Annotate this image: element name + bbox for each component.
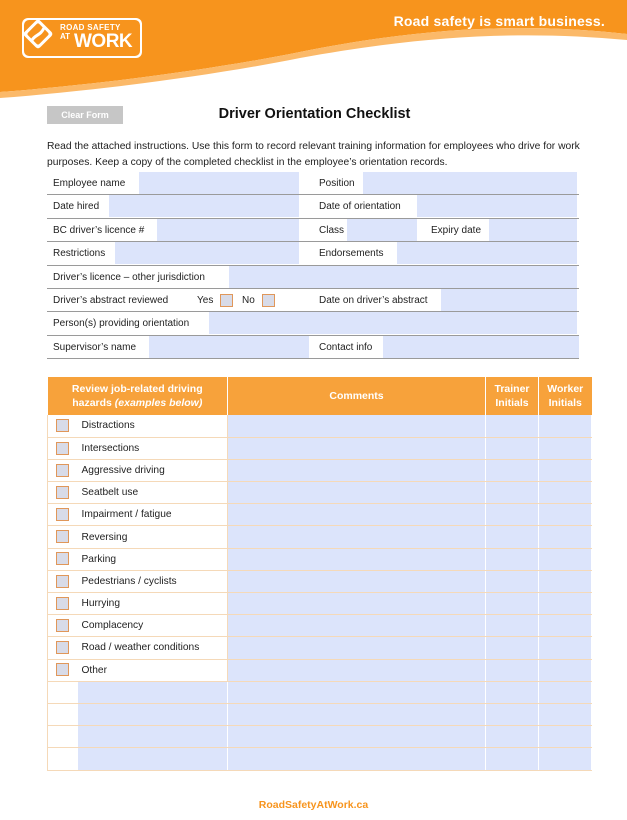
- hazard-name: Parking: [78, 548, 228, 570]
- hazard-checkbox[interactable]: [56, 641, 69, 654]
- tagline: Road safety is smart business.: [393, 13, 605, 29]
- comments-column-header: Comments: [228, 377, 486, 415]
- date-on-abstract-field[interactable]: [441, 289, 577, 311]
- row-checkbox-cell: [48, 659, 78, 681]
- footer-url: RoadSafetyAtWork.ca: [258, 799, 369, 811]
- trainer-initials-field[interactable]: [486, 504, 539, 526]
- position-field[interactable]: [363, 172, 577, 194]
- comments-field[interactable]: [228, 748, 486, 770]
- hazards-header-line2a: hazards: [72, 397, 112, 409]
- table-row: [48, 659, 592, 681]
- worker-initials-field[interactable]: [539, 748, 592, 770]
- endorsements-field[interactable]: [397, 242, 577, 264]
- hazard-checkbox[interactable]: [56, 419, 69, 432]
- row-checkbox-cell: [48, 748, 78, 770]
- expiry-date-label: Expiry date: [431, 224, 482, 236]
- hazard-checkbox[interactable]: [56, 508, 69, 521]
- comments-field[interactable]: [228, 526, 486, 548]
- trainer-initials-field[interactable]: [486, 415, 539, 437]
- no-checkbox[interactable]: [262, 294, 275, 307]
- trainer-initials-field[interactable]: [486, 726, 539, 748]
- trainer-header-line1: Trainer: [494, 383, 530, 395]
- trainer-header-line2: Initials: [495, 397, 529, 409]
- yes-label: Yes: [197, 294, 214, 306]
- table-row: [48, 415, 592, 437]
- page-title: Driver Orientation Checklist: [218, 106, 411, 122]
- worker-initials-field[interactable]: [539, 637, 592, 659]
- position-label: Position: [319, 178, 355, 189]
- comments-field[interactable]: [228, 726, 486, 748]
- hazard-checkbox[interactable]: [56, 575, 69, 588]
- date-hired-label: Date hired: [53, 201, 100, 213]
- form-row: [47, 219, 579, 242]
- yes-checkbox[interactable]: [220, 294, 233, 307]
- other-jurisdiction-field[interactable]: [229, 266, 577, 288]
- trainer-initials-header: [486, 377, 539, 415]
- supervisor-name-field[interactable]: [149, 336, 309, 358]
- persons-providing-field[interactable]: [209, 312, 577, 334]
- trainer-initials-field[interactable]: [486, 681, 539, 703]
- trainer-initials-field[interactable]: [486, 659, 539, 681]
- form-row: [47, 242, 579, 265]
- row-checkbox-cell: [48, 726, 78, 748]
- trainer-initials-field[interactable]: [486, 548, 539, 570]
- table-header-row: [48, 377, 592, 415]
- worker-initials-header: [539, 377, 592, 415]
- worker-initials-field[interactable]: [539, 548, 592, 570]
- hazards-table: [47, 377, 592, 771]
- persons-providing-label: Person(s) providing orientation: [53, 318, 190, 330]
- trainer-initials-field[interactable]: [486, 593, 539, 615]
- form-row: [47, 312, 579, 335]
- table-row: [48, 482, 592, 504]
- row-checkbox-cell: [48, 459, 78, 481]
- table-row: [48, 504, 592, 526]
- hazard-checkbox[interactable]: [56, 442, 69, 455]
- hazards-table-body: [48, 415, 592, 770]
- form-row: [47, 172, 579, 195]
- table-row: [48, 703, 592, 725]
- table-row: [48, 637, 592, 659]
- row-checkbox-cell: [48, 437, 78, 459]
- hazard-name: Road / weather conditions: [78, 637, 228, 659]
- contact-info-label: Contact info: [319, 341, 373, 353]
- worker-header-line1: Worker: [547, 383, 584, 395]
- row-checkbox-cell: [48, 482, 78, 504]
- row-checkbox-cell: [48, 570, 78, 592]
- table-row: [48, 615, 592, 637]
- other-jurisdiction-label: Driver’s licence – other jurisdiction: [53, 271, 205, 283]
- trainer-initials-field[interactable]: [486, 637, 539, 659]
- intro-text: Read the attached instructions. Use this form to record relevant training information for employees who drive for work purposes. Keep a copy of the completed checklist in the employee’s orientation records.: [47, 141, 580, 168]
- endorsements-label: Endorsements: [319, 248, 384, 260]
- date-of-orientation-field[interactable]: [417, 195, 577, 217]
- class-label: Class: [319, 224, 345, 236]
- table-row: [48, 681, 592, 703]
- comments-field[interactable]: [228, 548, 486, 570]
- worker-initials-field[interactable]: [539, 659, 592, 681]
- no-label: No: [242, 294, 255, 306]
- worker-initials-field[interactable]: [539, 437, 592, 459]
- hazard-checkbox[interactable]: [56, 530, 69, 543]
- worker-initials-field[interactable]: [539, 526, 592, 548]
- worker-initials-field[interactable]: [539, 570, 592, 592]
- row-checkbox-cell: [48, 415, 78, 437]
- hazard-name: Seatbelt use: [78, 482, 228, 504]
- contact-info-field[interactable]: [383, 336, 579, 358]
- hazard-name-field[interactable]: [78, 703, 228, 725]
- road-logo-icon: [24, 20, 54, 50]
- row-checkbox-cell: [48, 593, 78, 615]
- hazard-name: Other: [78, 659, 228, 681]
- comments-field[interactable]: [228, 703, 486, 725]
- date-hired-field[interactable]: [109, 195, 299, 217]
- logo-text-at: AT: [60, 32, 71, 41]
- row-checkbox-cell: [48, 615, 78, 637]
- hazards-column-header: [48, 377, 228, 415]
- hazard-name: Aggressive driving: [78, 459, 228, 481]
- row-checkbox-cell: [48, 703, 78, 725]
- comments-field[interactable]: [228, 637, 486, 659]
- hazard-checkbox[interactable]: [56, 597, 69, 610]
- trainer-initials-field[interactable]: [486, 703, 539, 725]
- supervisor-name-label: Supervisor’s name: [53, 341, 137, 353]
- trainer-initials-field[interactable]: [486, 482, 539, 504]
- worker-initials-field[interactable]: [539, 459, 592, 481]
- trainer-initials-field[interactable]: [486, 459, 539, 481]
- comments-field[interactable]: [228, 570, 486, 592]
- hazard-name-field[interactable]: [78, 681, 228, 703]
- hazard-checkbox[interactable]: [56, 486, 69, 499]
- class-field[interactable]: [347, 219, 417, 241]
- bc-licence-field[interactable]: [157, 219, 299, 241]
- hazards-header-line2b: (examples below): [114, 397, 203, 409]
- hazard-name: Reversing: [78, 526, 228, 548]
- trainer-initials-field[interactable]: [486, 437, 539, 459]
- form-row: [47, 289, 579, 312]
- comments-field[interactable]: [228, 593, 486, 615]
- hazard-name: Pedestrians / cyclists: [78, 570, 228, 592]
- table-row: [48, 726, 592, 748]
- employee-name-label: Employee name: [53, 178, 126, 189]
- road-safety-logo: [22, 18, 142, 58]
- row-checkbox-cell: [48, 637, 78, 659]
- comments-field[interactable]: [228, 459, 486, 481]
- table-row: [48, 548, 592, 570]
- trainer-initials-field[interactable]: [486, 615, 539, 637]
- employee-name-field[interactable]: [139, 172, 299, 194]
- hazard-name: Distractions: [78, 415, 228, 437]
- restrictions-field[interactable]: [115, 242, 299, 264]
- comments-field[interactable]: [228, 681, 486, 703]
- worker-initials-field[interactable]: [539, 726, 592, 748]
- bc-licence-label: BC driver’s licence #: [53, 224, 145, 236]
- restrictions-label: Restrictions: [53, 248, 106, 260]
- logo-text-road-safety: ROAD SAFETY: [60, 23, 121, 32]
- table-row: [48, 437, 592, 459]
- employee-info-form: [47, 172, 579, 359]
- hazard-checkbox[interactable]: [56, 552, 69, 565]
- form-row: [47, 195, 579, 218]
- row-checkbox-cell: [48, 526, 78, 548]
- trainer-initials-field[interactable]: [486, 570, 539, 592]
- trainer-initials-field[interactable]: [486, 748, 539, 770]
- comments-field[interactable]: [228, 615, 486, 637]
- hazard-checkbox[interactable]: [56, 619, 69, 632]
- worker-initials-field[interactable]: [539, 703, 592, 725]
- worker-initials-field[interactable]: [539, 504, 592, 526]
- abstract-reviewed-label: Driver’s abstract reviewed: [53, 294, 169, 306]
- table-row: [48, 459, 592, 481]
- hazard-name: Complacency: [78, 615, 228, 637]
- trainer-initials-field[interactable]: [486, 526, 539, 548]
- clear-form-button[interactable]: Clear Form: [47, 106, 123, 124]
- worker-initials-field[interactable]: [539, 415, 592, 437]
- date-on-abstract-label: Date on driver’s abstract: [319, 294, 428, 306]
- hazard-name: Intersections: [78, 437, 228, 459]
- hazard-name-field[interactable]: [78, 726, 228, 748]
- form-row: [47, 336, 579, 359]
- row-checkbox-cell: [48, 681, 78, 703]
- table-row: [48, 526, 592, 548]
- header-banner: [0, 0, 627, 100]
- table-row: [48, 748, 592, 770]
- hazard-checkbox[interactable]: [56, 663, 69, 676]
- date-of-orientation-label: Date of orientation: [319, 201, 401, 213]
- hazard-checkbox[interactable]: [56, 464, 69, 477]
- comments-field[interactable]: [228, 659, 486, 681]
- worker-initials-field[interactable]: [539, 482, 592, 504]
- hazards-header-line1: Review job-related driving: [71, 383, 203, 395]
- table-row: [48, 593, 592, 615]
- row-checkbox-cell: [48, 504, 78, 526]
- hazard-name-field[interactable]: [78, 748, 228, 770]
- comments-field[interactable]: [228, 415, 486, 437]
- logo-text-work: WORK: [74, 31, 133, 52]
- hazard-name: Hurrying: [78, 593, 228, 615]
- worker-header-line2: Initials: [548, 397, 582, 409]
- comments-field[interactable]: [228, 437, 486, 459]
- expiry-date-field[interactable]: [489, 219, 577, 241]
- comments-field[interactable]: [228, 482, 486, 504]
- worker-initials-field[interactable]: [539, 593, 592, 615]
- comments-field[interactable]: [228, 504, 486, 526]
- table-row: [48, 570, 592, 592]
- form-row: [47, 266, 579, 289]
- row-checkbox-cell: [48, 548, 78, 570]
- worker-initials-field[interactable]: [539, 681, 592, 703]
- hazard-name: Impairment / fatigue: [78, 504, 228, 526]
- worker-initials-field[interactable]: [539, 615, 592, 637]
